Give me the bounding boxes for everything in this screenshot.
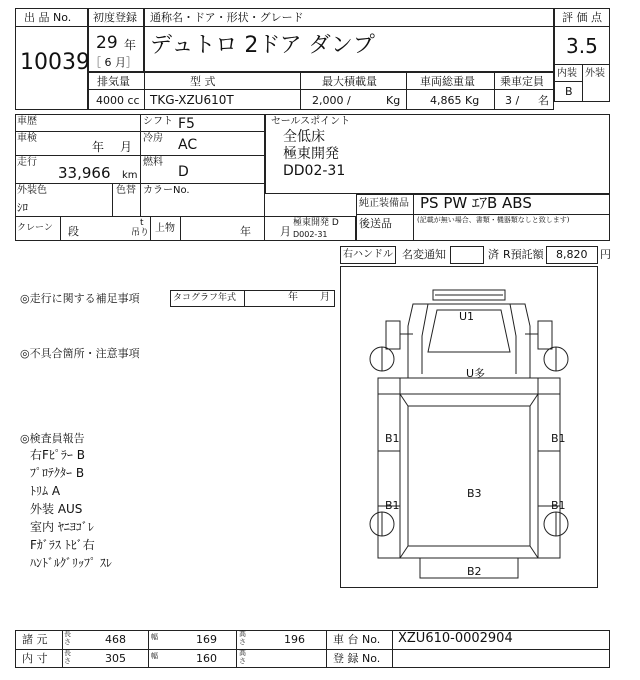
ac: AC — [178, 137, 198, 153]
equipment-value: PS PW ｴｱB ABS — [420, 194, 532, 212]
displacement: 4000 cc — [96, 94, 140, 107]
outer-dims-label: 諸 元 — [22, 633, 48, 646]
inspection-label: 車検 — [17, 133, 37, 144]
damage-mark: B1 — [551, 499, 566, 512]
inspector-line: 室内 ﾔﾆﾖｺﾞﾚ — [30, 520, 94, 534]
damage-mark: B1 — [551, 432, 566, 445]
length-label: 長さ — [64, 649, 71, 665]
upper-note-1: 極東開発 D — [293, 218, 339, 228]
interior-label: 内装 — [557, 68, 577, 79]
change-notice-cell — [450, 246, 484, 264]
gross-weight-label: 車両総重量 — [420, 75, 475, 88]
interior-grade: B — [565, 85, 573, 98]
upper-year: 年 — [240, 225, 251, 238]
gross-weight: 4,865 Kg — [430, 94, 480, 107]
width-label: 幅 — [151, 652, 158, 660]
sales-point-label: セールスポイント — [271, 116, 351, 127]
outer-length: 468 — [105, 633, 126, 646]
color-no-label: 色替 — [116, 185, 136, 196]
damage-mark: U1 — [459, 310, 475, 323]
mileage: 33,966 — [58, 164, 111, 182]
tacho-year: 年 — [288, 292, 298, 303]
sales-point-line-2: 極東開発 — [283, 146, 339, 162]
max-load: 2,000 / — [312, 94, 351, 107]
inner-dims-label: 内 寸 — [22, 652, 48, 665]
outer-height: 196 — [284, 633, 305, 646]
shift: F5 — [178, 116, 195, 132]
capacity: 3 / — [505, 94, 520, 107]
grade-label: 評 価 点 — [562, 11, 602, 24]
defects-label: ◎不具合箇所・注意事項 — [20, 347, 140, 360]
inspector-line: ﾌﾟﾛﾃｸﾀｰ B — [30, 466, 85, 480]
crane-ton-unit: t — [140, 218, 144, 228]
first-reg-month: ［ 6 月］ — [90, 56, 137, 69]
shift-label: シフト — [143, 116, 173, 127]
reg-label: 登 録 No. — [333, 652, 381, 665]
first-reg-label: 初度登録 — [93, 11, 137, 24]
model-code: TKG-XZU610T — [150, 93, 234, 107]
equipment-label: 純正装備品 — [359, 198, 409, 209]
upper-label: 上物 — [155, 223, 175, 234]
lot-number: 10039 — [20, 50, 90, 75]
aftermarket-note: (記載が無い場合、書類・機器類なしと致します) — [417, 216, 570, 224]
damage-mark: U多 — [466, 367, 486, 380]
max-load-label: 最大積載量 — [322, 75, 377, 88]
length-label: 長さ — [64, 630, 71, 646]
recycle-label: 済 — [488, 248, 499, 261]
tacho-month: 月 — [320, 292, 330, 303]
sales-point-line-1: 全低床 — [283, 129, 325, 145]
crane-label: クレーン — [17, 223, 53, 233]
damage-mark: B1 — [385, 499, 400, 512]
steering: 右ハンドル — [343, 249, 393, 260]
overall-grade: 3.5 — [566, 34, 598, 58]
displacement-label: 排気量 — [97, 75, 130, 88]
inspection-month: 月 — [120, 140, 133, 154]
upper-note-2: D002-31 — [293, 230, 328, 239]
outer-width: 169 — [196, 633, 217, 646]
ext-color: ｼﾛ — [17, 201, 28, 214]
inspector-line: ﾊﾝﾄﾞﾙｸﾞﾘｯﾌﾟ ｽﾚ — [30, 556, 112, 570]
mileage-unit: km — [122, 170, 138, 181]
chassis-label: 車 台 No. — [333, 633, 381, 646]
crane-hang: 吊り — [131, 228, 150, 238]
damage-mark: B3 — [467, 487, 482, 500]
capacity-unit: 名 — [538, 94, 549, 107]
inspector-line: ﾄﾘﾑ A — [30, 484, 61, 498]
aftermarket-label: 後送品 — [359, 217, 392, 230]
model-info-label: 通称名・ドア・形状・グレード — [150, 11, 304, 24]
inspector-line: Fｶﾞﾗｽ ﾄﾋﾞ右 — [30, 538, 95, 552]
history-label: 車歴 — [17, 116, 37, 127]
color-code-label: カラーNo. — [143, 185, 190, 196]
change-notice-label: 名変通知 — [402, 248, 446, 261]
first-reg-year: 29 — [96, 33, 118, 53]
sales-point-line-3: DD02-31 — [283, 163, 346, 179]
fuel: D — [178, 164, 189, 180]
inspector-line: 外装 AUS — [30, 502, 83, 516]
damage-mark: B2 — [467, 565, 482, 578]
height-label: 高さ — [239, 630, 246, 646]
capacity-label: 乗車定員 — [500, 75, 544, 88]
recycle-deposit: 8,820 — [556, 248, 588, 261]
recycle-deposit-label: R預託額 — [503, 248, 544, 261]
upper-month: 月 — [280, 225, 291, 238]
width-label: 幅 — [151, 633, 158, 641]
ext-color-label: 外装色 — [17, 185, 47, 196]
inner-length: 305 — [105, 652, 126, 665]
crane-steps: 段 — [68, 225, 79, 238]
damage-mark: B1 — [385, 432, 400, 445]
fuel-label: 燃料 — [143, 157, 163, 168]
exterior-label: 外装 — [585, 68, 605, 79]
ac-label: 冷房 — [143, 133, 163, 144]
inner-width: 160 — [196, 652, 217, 665]
inspector-label: ◎検査員報告 — [20, 432, 85, 445]
inspector-line: 右Fﾋﾟﾗｰ B — [30, 448, 85, 462]
mileage-note-label: ◎走行に関する補足事項 — [20, 292, 140, 305]
year-unit: 年 — [124, 38, 137, 52]
model-code-label: 型 式 — [190, 75, 216, 88]
lot-label: 出 品 No. — [24, 11, 72, 24]
model-name: デュトロ 2ドア ダンプ — [150, 33, 375, 58]
mileage-label: 走行 — [17, 157, 37, 168]
max-load-unit: Kg — [386, 94, 401, 107]
tacho-label: タコグラフ年式 — [173, 293, 237, 303]
height-label: 高さ — [239, 649, 246, 665]
chassis-no: XZU610-0002904 — [398, 631, 513, 646]
inspection-year: 年 — [92, 140, 105, 154]
recycle-unit: 円 — [600, 248, 611, 261]
